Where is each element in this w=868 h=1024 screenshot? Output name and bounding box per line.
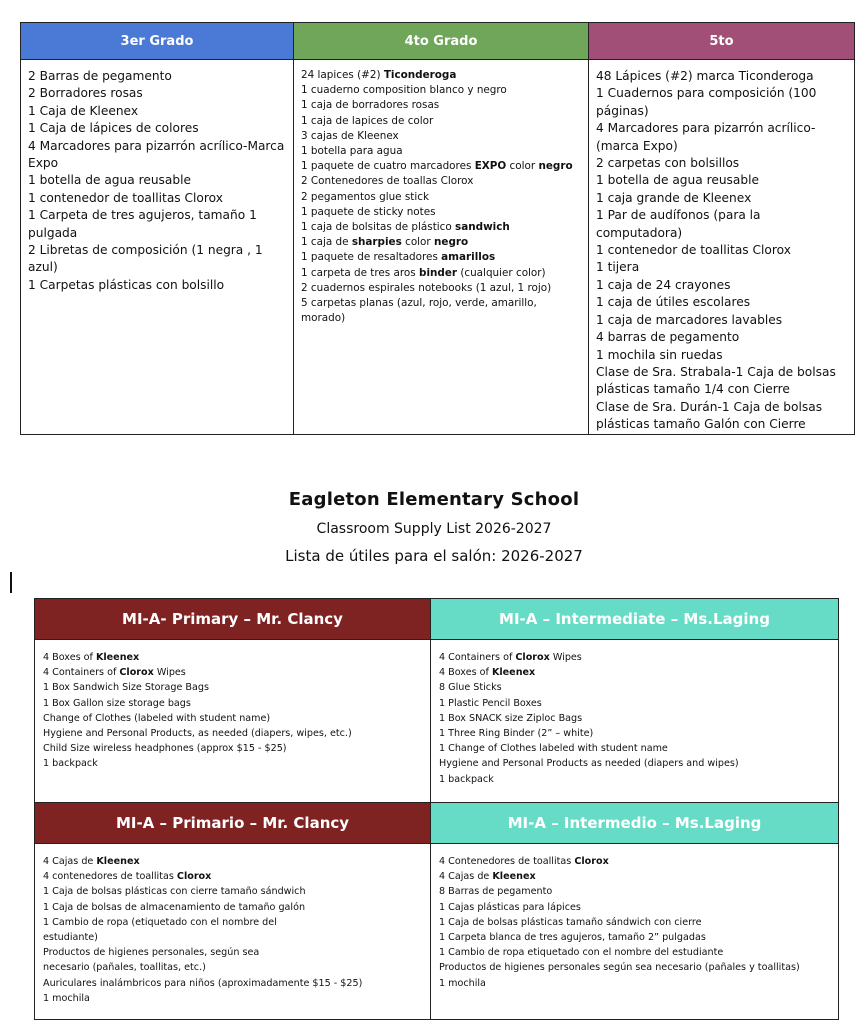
list-item: Productos de higienes personales según sea necesario (pañales y toallitas)	[439, 962, 800, 974]
list-item: 1 Caja de bolsas plásticas con cierre tamaño sándwich	[43, 886, 306, 898]
list-item: 1 backpack	[439, 773, 494, 785]
list-item: 1 paquete de sticky notes	[301, 205, 436, 218]
list-item: 1 Carpeta blanca de tres agujeros, tamaño 2” pulgadas	[439, 932, 706, 944]
list-item: 1 mochila sin ruedas	[596, 347, 723, 362]
cell-4to-grado	[294, 60, 589, 435]
list-item: 4 contenedores de toallitas Clorox	[43, 871, 212, 883]
list-item: 2 cuadernos espirales notebooks (1 azul, 1 rojo)	[301, 281, 552, 294]
list-item: 1 Box SNACK size Ziploc Bags	[439, 712, 583, 724]
list-item: 4 Cajas de Kleenex	[439, 871, 536, 883]
cell-primary-es	[35, 844, 431, 1020]
list-item: 1 Box Sandwich Size Storage Bags	[43, 682, 209, 694]
list-item: 2 carpetas con bolsillos	[596, 156, 740, 171]
list-item: 1 Caja de bolsas plásticas tamaño sándwich con cierre	[439, 916, 702, 928]
list-4to-grado	[301, 68, 582, 326]
list-item: 4 Cajas de Kleenex	[43, 856, 140, 867]
list-item: 1 caja de útiles escolares	[596, 295, 751, 310]
list-item: 2 Barras de pegamento	[28, 69, 172, 83]
subtitle-spanish: Lista de útiles para el salón: 2026-2027	[285, 547, 583, 565]
list-item: 1 backpack	[43, 758, 98, 770]
list-item: 1 caja de sharpies color negro	[301, 236, 469, 249]
list-item: 4 Containers of Clorox Wipes	[439, 652, 582, 663]
list-item: 2 pegamentos glue stick	[301, 190, 429, 203]
cell-intermediate-es	[431, 844, 839, 1020]
mia-supply-table	[34, 598, 839, 1020]
cell-primary-en	[35, 640, 431, 803]
text-cursor	[10, 572, 12, 593]
list-item: Expo	[28, 156, 59, 171]
list-item: 1 carpeta de tres aros binder (cualquier color)	[301, 266, 546, 279]
list-item: 1 Cajas plásticas para lápices	[439, 901, 581, 913]
subtitle-english: Classroom Supply List 2026-2027	[316, 521, 552, 537]
list-item: 2 Contenedores de toallas Clorox	[301, 175, 474, 188]
list-item: Hygiene and Personal Products, as needed (diapers, wipes, etc.)	[43, 728, 352, 740]
list-item: 1 botella para agua	[301, 145, 403, 158]
list-item: 1 Cambio de ropa etiquetado con el nombre del estudiante	[439, 947, 724, 959]
list-item: 24 lapices (#2) Ticonderoga	[301, 69, 457, 81]
list-item: Change of Clothes (labeled with student name)	[43, 712, 271, 724]
list-5to	[596, 68, 848, 434]
list-primary-es	[43, 854, 424, 1006]
list-item: 4 barras de pegamento	[596, 330, 740, 345]
header-intermediate-en: MI-A – Intermediate – Ms.Laging	[431, 599, 839, 640]
list-item: 8 Barras de pegamento	[439, 886, 553, 898]
list-item: páginas)	[596, 103, 649, 118]
header-5to: 5to	[589, 23, 855, 60]
header-3er-grado: 3er Grado	[21, 23, 294, 60]
list-item: Clase de Sra. Durán-1 Caja de bolsas	[596, 399, 823, 414]
list-item: 1 cuaderno composition blanco y negro	[301, 84, 507, 97]
header-primary-en: MI-A- Primary – Mr. Clancy	[35, 599, 431, 640]
list-item: 1 tijera	[596, 260, 640, 275]
list-item: pulgada	[28, 225, 78, 240]
header-4to-grado: 4to Grado	[294, 23, 589, 60]
cell-3er-grado	[21, 60, 294, 435]
list-item: estudiante)	[43, 932, 98, 944]
list-item: 2 Borradores rosas	[28, 86, 143, 101]
header-intermediate-es: MI-A – Intermedio – Ms.Laging	[431, 803, 839, 844]
list-item: 1 Caja de Kleenex	[28, 103, 139, 118]
list-item: Productos de higienes personales, según sea	[43, 947, 260, 959]
list-item: 1 paquete de resaltadores amarillos	[301, 251, 496, 264]
list-item: 1 caja de marcadores lavables	[596, 312, 783, 327]
list-item: 4 Boxes of Kleenex	[439, 667, 536, 679]
list-item: necesario (pañales, toallitas, etc.)	[43, 962, 206, 974]
list-item: 1 caja de borradores rosas	[301, 99, 440, 112]
list-item: 1 Change of Clothes labeled with student name	[439, 743, 668, 755]
list-item: 5 carpetas planas (azul, rojo, verde, amarillo, morado)	[301, 297, 537, 325]
list-item: 1 botella de agua reusable	[28, 173, 191, 188]
list-item: 1 Three Ring Binder (2” – white)	[439, 728, 594, 740]
school-name: Eagleton Elementary School	[288, 489, 580, 510]
list-item: 1 Carpeta de tres agujeros, tamaño 1	[28, 208, 257, 223]
list-item: 1 caja de lapices de color	[301, 114, 434, 127]
list-item: 3 cajas de Kleenex	[301, 129, 399, 142]
list-item: 1 contenedor de toallitas Clorox	[28, 190, 223, 205]
list-item: 1 Cambio de ropa (etiquetado con el nombre del	[43, 916, 277, 928]
list-item: 4 Contenedores de toallitas Clorox	[439, 856, 609, 867]
list-item: 1 caja de bolsitas de plástico sandwich	[301, 221, 510, 234]
list-item: 4 Boxes of Kleenex	[43, 652, 140, 663]
list-item: plásticas tamaño 1/4 con Cierre	[596, 382, 790, 397]
list-item: 1 Box Gallon size storage bags	[43, 697, 191, 709]
list-intermediate-en	[439, 650, 832, 787]
list-item: 4 Marcadores para pizarrón acrílico-Marca	[28, 138, 285, 153]
list-item: 1 Caja de lápices de colores	[28, 121, 199, 136]
list-3er-grado	[28, 68, 287, 294]
cell-intermediate-en	[431, 640, 839, 803]
cell-5to	[589, 60, 855, 435]
list-item: 1 Caja de bolsas de almacenamiento de tamaño galón	[43, 901, 306, 913]
list-item: 1 Carpetas plásticas con bolsillo	[28, 277, 225, 292]
list-item: 1 caja grande de Kleenex	[596, 190, 752, 205]
header-primary-es: MI-A – Primario – Mr. Clancy	[35, 803, 431, 844]
list-item: 1 Par de audífonos (para la computadora)	[596, 208, 761, 240]
list-item: Auriculares inalámbricos para niños (aproximadamente $15 - $25)	[43, 977, 363, 989]
list-item: Clase de Sra. Strabala-1 Caja de bolsas	[596, 364, 836, 379]
list-item: 8 Glue Sticks	[439, 682, 502, 694]
list-item: 1 Plastic Pencil Boxes	[439, 697, 542, 709]
list-item: Hygiene and Personal Products as needed (diapers and wipes)	[439, 758, 739, 770]
list-item: 1 Cuadernos para composición (100	[596, 86, 817, 101]
list-item: plásticas tamaño Galón con Cierre	[596, 417, 806, 432]
list-intermediate-es	[439, 854, 832, 991]
list-item: 1 paquete de cuatro marcadores EXPO color negro	[301, 160, 573, 173]
list-item: 48 Lápices (#2) marca Ticonderoga	[596, 69, 814, 83]
list-item: 1 botella de agua reusable	[596, 173, 759, 188]
list-item: 1 caja de 24 crayones	[596, 277, 731, 292]
list-primary-en	[43, 650, 424, 772]
list-item: 1 mochila	[43, 992, 90, 1004]
list-item: (marca Expo)	[596, 138, 678, 153]
list-item: 2 Libretas de composición (1 negra , 1 azul)	[28, 243, 263, 275]
list-item: 1 contenedor de toallitas Clorox	[596, 243, 791, 258]
list-item: 1 mochila	[439, 977, 486, 989]
list-item: Child Size wireless headphones (approx $15 - $25)	[43, 743, 287, 755]
list-item: 4 Containers of Clorox Wipes	[43, 667, 186, 679]
list-item: 4 Marcadores para pizarrón acrílico-	[596, 121, 816, 136]
grade-supply-table	[20, 22, 855, 435]
